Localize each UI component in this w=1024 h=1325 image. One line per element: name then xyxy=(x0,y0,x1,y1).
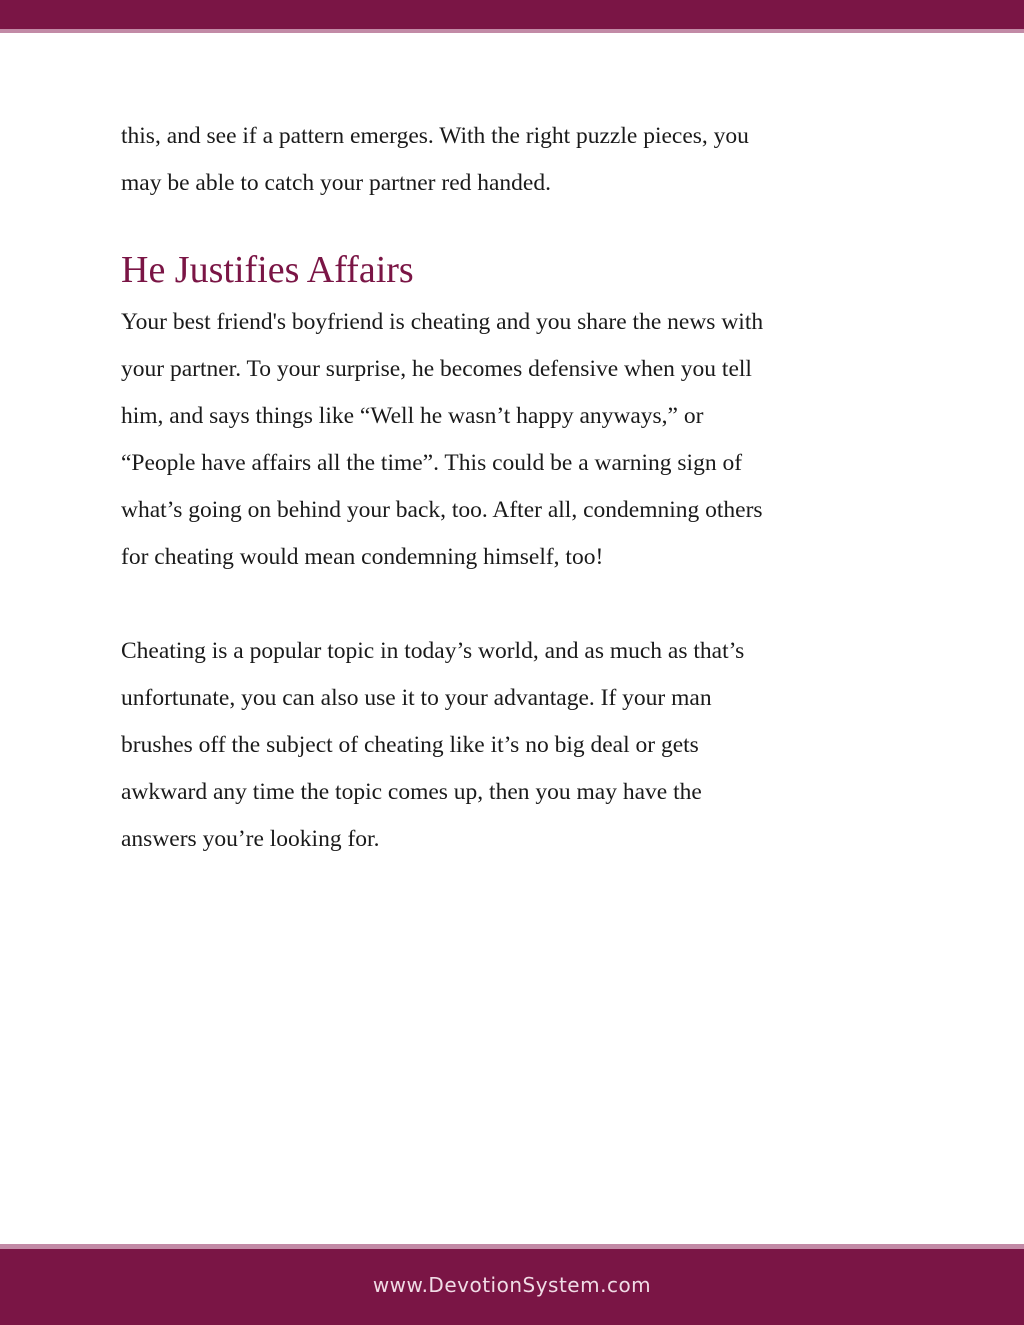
paragraph-spacer xyxy=(121,581,921,628)
text-line: unfortunate, you can also use it to your advantage. If your man xyxy=(121,685,712,711)
text-line: this, and see if a pattern emerges. With the right puzzle pieces, you xyxy=(121,123,749,149)
header-bar xyxy=(0,0,1024,29)
text-line: brushes off the subject of cheating like it’s no big deal or gets xyxy=(121,732,699,758)
text-line: for cheating would mean condemning himself, too! xyxy=(121,544,604,570)
body-paragraph-1 xyxy=(121,299,921,581)
text-line: answers you’re looking for. xyxy=(121,826,380,852)
text-line: what’s going on behind your back, too. After all, condemning others xyxy=(121,497,763,523)
text-line: Your best friend's boyfriend is cheating and you share the news with xyxy=(121,309,764,335)
header-rule xyxy=(0,29,1024,33)
text-line: “People have affairs all the time”. This could be a warning sign of xyxy=(121,450,743,476)
text-line: may be able to catch your partner red handed. xyxy=(121,170,551,196)
text-line: him, and says things like “Well he wasn’t happy anyways,” or xyxy=(121,403,704,429)
page-content xyxy=(121,113,921,863)
footer-website-link[interactable]: www.DevotionSystem.com xyxy=(372,1273,652,1297)
text-line: Cheating is a popular topic in today’s world, and as much as that’s xyxy=(121,638,745,664)
intro-paragraph xyxy=(121,113,921,207)
text-line: your partner. To your surprise, he becomes defensive when you tell xyxy=(121,356,752,382)
section-heading: He Justifies Affairs xyxy=(121,249,414,291)
text-line: awkward any time the topic comes up, then you may have the xyxy=(121,779,702,805)
body-paragraph-2 xyxy=(121,628,921,863)
